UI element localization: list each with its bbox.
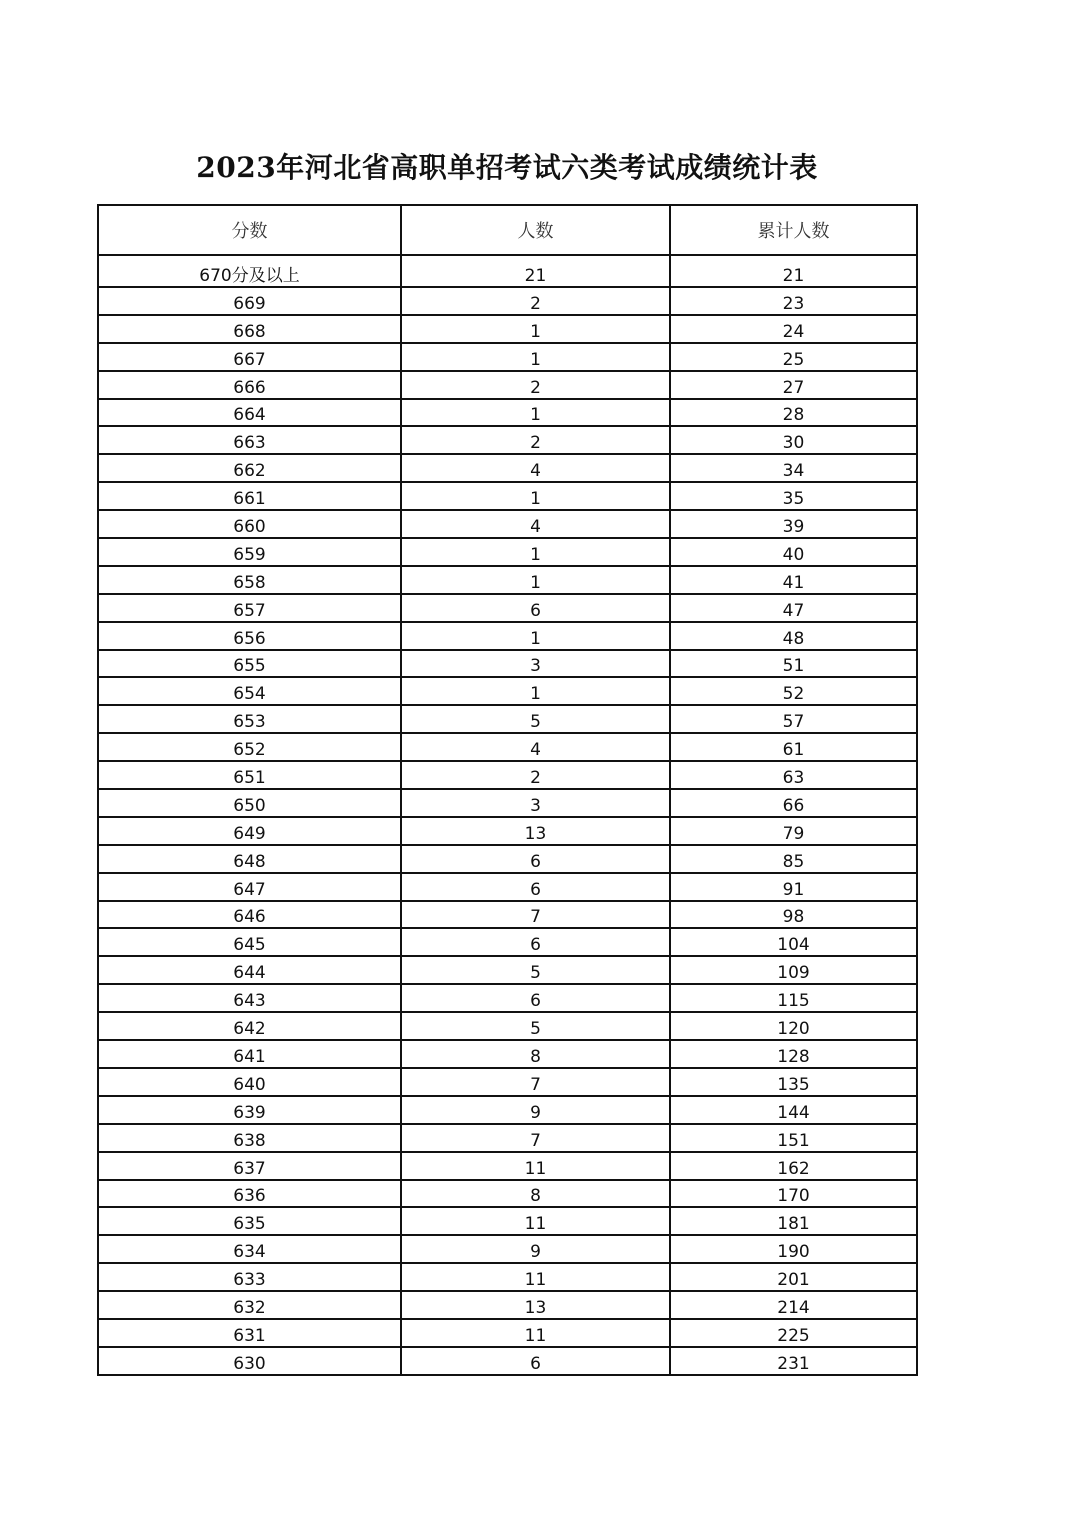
cumulative-cell: 91 [670, 873, 917, 901]
count-cell: 1 [401, 566, 670, 594]
count-cell: 1 [401, 677, 670, 705]
score-cell: 636 [98, 1180, 401, 1208]
cumulative-cell: 47 [670, 594, 917, 622]
count-cell: 8 [401, 1180, 670, 1208]
score-cell: 634 [98, 1235, 401, 1263]
score-cell: 659 [98, 538, 401, 566]
table-header-row [98, 205, 917, 255]
score-cell: 633 [98, 1263, 401, 1291]
table-row [98, 1124, 917, 1152]
table-row [98, 255, 917, 287]
cumulative-cell: 144 [670, 1096, 917, 1124]
count-cell: 6 [401, 594, 670, 622]
count-cell: 1 [401, 315, 670, 343]
count-cell: 6 [401, 928, 670, 956]
score-cell: 666 [98, 371, 401, 399]
score-cell: 632 [98, 1291, 401, 1319]
table-row [98, 789, 917, 817]
table-row [98, 901, 917, 929]
cumulative-cell: 151 [670, 1124, 917, 1152]
count-cell: 1 [401, 343, 670, 371]
score-cell: 668 [98, 315, 401, 343]
score-cell: 653 [98, 705, 401, 733]
count-cell: 7 [401, 1068, 670, 1096]
score-cell: 639 [98, 1096, 401, 1124]
table-row [98, 845, 917, 873]
count-cell: 1 [401, 399, 670, 427]
cumulative-cell: 41 [670, 566, 917, 594]
cumulative-cell: 52 [670, 677, 917, 705]
score-cell: 655 [98, 650, 401, 678]
count-cell: 11 [401, 1207, 670, 1235]
table-row [98, 1347, 917, 1375]
cumulative-cell: 51 [670, 650, 917, 678]
table-row [98, 566, 917, 594]
cumulative-cell: 23 [670, 287, 917, 315]
score-cell: 640 [98, 1068, 401, 1096]
table-row [98, 287, 917, 315]
table-row [98, 733, 917, 761]
score-cell: 667 [98, 343, 401, 371]
count-cell: 5 [401, 1012, 670, 1040]
count-cell: 6 [401, 984, 670, 1012]
table-row [98, 1263, 917, 1291]
cumulative-cell: 35 [670, 482, 917, 510]
table-row [98, 1152, 917, 1180]
table-row [98, 594, 917, 622]
table-row [98, 1040, 917, 1068]
cumulative-cell: 24 [670, 315, 917, 343]
cumulative-cell: 61 [670, 733, 917, 761]
count-cell: 5 [401, 705, 670, 733]
cumulative-cell: 120 [670, 1012, 917, 1040]
table-row [98, 510, 917, 538]
count-cell: 9 [401, 1235, 670, 1263]
cumulative-cell: 181 [670, 1207, 917, 1235]
cumulative-cell: 21 [670, 255, 917, 287]
score-cell: 637 [98, 1152, 401, 1180]
table-row [98, 622, 917, 650]
score-cell: 661 [98, 482, 401, 510]
cumulative-cell: 170 [670, 1180, 917, 1208]
score-cell: 669 [98, 287, 401, 315]
score-cell: 660 [98, 510, 401, 538]
count-cell: 13 [401, 817, 670, 845]
score-cell: 664 [98, 399, 401, 427]
table-row [98, 705, 917, 733]
count-cell: 11 [401, 1263, 670, 1291]
table-row [98, 315, 917, 343]
cumulative-cell: 39 [670, 510, 917, 538]
table-row [98, 482, 917, 510]
header-score: 分数 [98, 205, 401, 255]
count-cell: 6 [401, 873, 670, 901]
table-row [98, 454, 917, 482]
count-cell: 2 [401, 371, 670, 399]
count-cell: 7 [401, 901, 670, 929]
count-cell: 21 [401, 255, 670, 287]
cumulative-cell: 66 [670, 789, 917, 817]
table-body [98, 255, 917, 1375]
score-cell: 630 [98, 1347, 401, 1375]
count-cell: 6 [401, 1347, 670, 1375]
table-row [98, 677, 917, 705]
score-cell: 635 [98, 1207, 401, 1235]
score-cell: 656 [98, 622, 401, 650]
header-cumulative: 累计人数 [670, 205, 917, 255]
cumulative-cell: 40 [670, 538, 917, 566]
table-row [98, 538, 917, 566]
cumulative-cell: 25 [670, 343, 917, 371]
cumulative-cell: 115 [670, 984, 917, 1012]
table-row [98, 928, 917, 956]
table-row [98, 426, 917, 454]
count-cell: 9 [401, 1096, 670, 1124]
cumulative-cell: 231 [670, 1347, 917, 1375]
cumulative-cell: 190 [670, 1235, 917, 1263]
score-cell: 654 [98, 677, 401, 705]
score-cell: 651 [98, 761, 401, 789]
table-row [98, 1207, 917, 1235]
score-cell: 645 [98, 928, 401, 956]
score-cell: 638 [98, 1124, 401, 1152]
table-row [98, 1096, 917, 1124]
page-title: 2023年河北省高职单招考试六类考试成绩统计表 [196, 151, 818, 184]
score-cell: 647 [98, 873, 401, 901]
count-cell: 2 [401, 426, 670, 454]
table-row [98, 956, 917, 984]
score-statistics-table [97, 204, 918, 1376]
cumulative-cell: 98 [670, 901, 917, 929]
count-cell: 2 [401, 761, 670, 789]
cumulative-cell: 109 [670, 956, 917, 984]
count-cell: 3 [401, 789, 670, 817]
cumulative-cell: 63 [670, 761, 917, 789]
cumulative-cell: 85 [670, 845, 917, 873]
count-cell: 4 [401, 510, 670, 538]
count-cell: 11 [401, 1319, 670, 1347]
score-cell: 657 [98, 594, 401, 622]
count-cell: 4 [401, 454, 670, 482]
count-cell: 1 [401, 622, 670, 650]
score-cell: 646 [98, 901, 401, 929]
count-cell: 3 [401, 650, 670, 678]
cumulative-cell: 135 [670, 1068, 917, 1096]
cumulative-cell: 57 [670, 705, 917, 733]
count-cell: 6 [401, 845, 670, 873]
count-cell: 7 [401, 1124, 670, 1152]
table-row [98, 1319, 917, 1347]
table-row [98, 1068, 917, 1096]
score-cell: 642 [98, 1012, 401, 1040]
table-row [98, 873, 917, 901]
count-cell: 2 [401, 287, 670, 315]
cumulative-cell: 128 [670, 1040, 917, 1068]
cumulative-cell: 214 [670, 1291, 917, 1319]
count-cell: 11 [401, 1152, 670, 1180]
count-cell: 13 [401, 1291, 670, 1319]
count-cell: 4 [401, 733, 670, 761]
table-row [98, 984, 917, 1012]
table-row [98, 343, 917, 371]
cumulative-cell: 201 [670, 1263, 917, 1291]
cumulative-cell: 28 [670, 399, 917, 427]
table-row [98, 761, 917, 789]
table-row [98, 399, 917, 427]
table-row [98, 1235, 917, 1263]
score-cell: 652 [98, 733, 401, 761]
count-cell: 8 [401, 1040, 670, 1068]
score-cell: 643 [98, 984, 401, 1012]
table-row [98, 817, 917, 845]
count-cell: 1 [401, 538, 670, 566]
header-count: 人数 [401, 205, 670, 255]
score-cell: 648 [98, 845, 401, 873]
table-row [98, 1180, 917, 1208]
cumulative-cell: 27 [670, 371, 917, 399]
score-cell: 631 [98, 1319, 401, 1347]
score-cell: 663 [98, 426, 401, 454]
table-row [98, 371, 917, 399]
score-cell: 670分及以上 [98, 255, 401, 287]
table-row [98, 1012, 917, 1040]
count-cell: 1 [401, 482, 670, 510]
cumulative-cell: 79 [670, 817, 917, 845]
count-cell: 5 [401, 956, 670, 984]
table-row [98, 1291, 917, 1319]
cumulative-cell: 30 [670, 426, 917, 454]
score-cell: 649 [98, 817, 401, 845]
score-cell: 662 [98, 454, 401, 482]
cumulative-cell: 104 [670, 928, 917, 956]
score-cell: 658 [98, 566, 401, 594]
score-cell: 641 [98, 1040, 401, 1068]
table-row [98, 650, 917, 678]
cumulative-cell: 48 [670, 622, 917, 650]
score-cell: 650 [98, 789, 401, 817]
cumulative-cell: 162 [670, 1152, 917, 1180]
cumulative-cell: 225 [670, 1319, 917, 1347]
cumulative-cell: 34 [670, 454, 917, 482]
score-cell: 644 [98, 956, 401, 984]
